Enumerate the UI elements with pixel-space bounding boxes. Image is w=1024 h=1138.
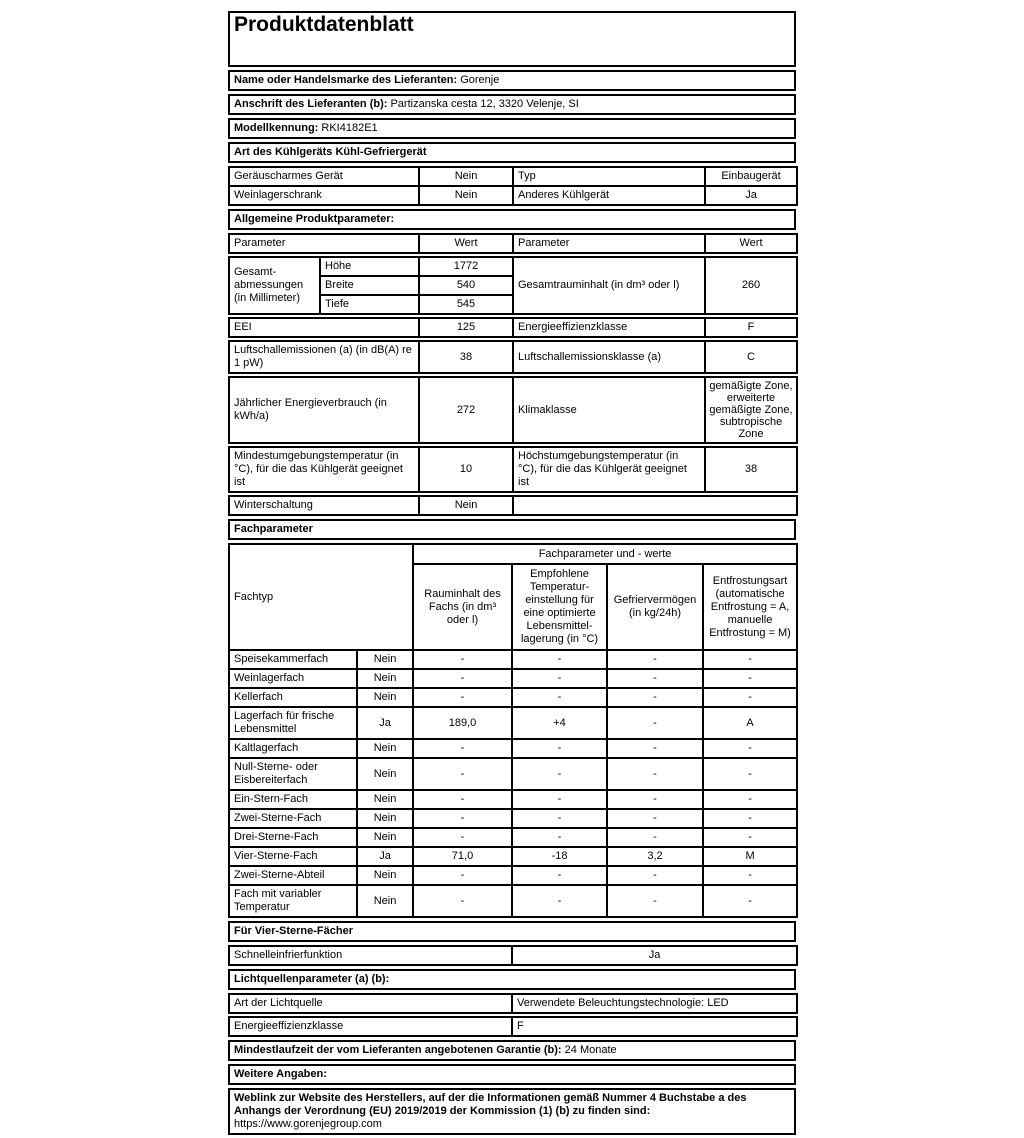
column-header: Wert	[705, 234, 797, 253]
fach-defrost: -	[703, 688, 797, 707]
dimension-name: Tiefe	[320, 295, 419, 314]
supplier-address-cell	[229, 95, 795, 114]
fach-defrost: -	[703, 669, 797, 688]
fach-volume: -	[413, 669, 512, 688]
param-label: Energieeffizienzklasse	[229, 1017, 512, 1036]
param-value: Nein	[419, 186, 513, 205]
light-source-row	[228, 993, 798, 1014]
param-label: Schnelleinfrierfunktion	[229, 946, 512, 965]
weblink-label: Weblink zur Website des Herstellers, auf der die Informationen gemäß Nummer 4 Buchstabe a des Anhangs der Verordnung (EU) 2019/2019 der Kommission (1) (b) zu finden sind:	[234, 1092, 747, 1117]
energy-row	[228, 376, 798, 444]
fach-defrost: -	[703, 758, 797, 790]
model-cell	[229, 119, 795, 138]
fach-freeze: -	[607, 828, 703, 847]
section-light-title: Lichtquellenparameter (a) (b):	[229, 970, 795, 989]
supplier-address-row	[228, 94, 796, 115]
fach-present: Nein	[357, 866, 413, 885]
fach-defrost: -	[703, 650, 797, 669]
fach-label: Kaltlagerfach	[229, 739, 357, 758]
fach-temp: -	[512, 885, 607, 917]
column-header: Empfohlene Temperatur-einstellung für eine optimierte Lebensmittel-lagerung (in °C)	[512, 564, 607, 650]
fach-row-zwei-sterne-fach	[229, 809, 797, 828]
fach-defrost: M	[703, 847, 797, 866]
fach-label: Zwei-Sterne-Abteil	[229, 866, 357, 885]
fach-volume: -	[413, 866, 512, 885]
supplier-address-label: Anschrift des Lieferanten (b):	[234, 98, 388, 110]
fach-present: Nein	[357, 739, 413, 758]
param-label: EEI	[229, 318, 419, 337]
supplier-address-value: Partizanska cesta 12, 3320 Velenje, SI	[390, 98, 579, 110]
table-row	[229, 186, 797, 205]
winter-row	[228, 495, 798, 516]
param-label: Mindestumgebungstemperatur (in °C), für die das Kühlgerät geeignet ist	[229, 447, 419, 492]
param-value: 272	[419, 377, 513, 443]
fach-volume: -	[413, 809, 512, 828]
fach-label: Drei-Sterne-Fach	[229, 828, 357, 847]
table-row	[229, 946, 797, 965]
fach-label: Speisekammerfach	[229, 650, 357, 669]
section-fach-title: Fachparameter	[229, 520, 795, 539]
fach-freeze: -	[607, 866, 703, 885]
fach-row-drei-sterne-fach	[229, 828, 797, 847]
fach-volume: -	[413, 688, 512, 707]
section-four-star-title: Für Vier-Sterne-Fächer	[229, 922, 795, 941]
fach-freeze: 3,2	[607, 847, 703, 866]
appliance-type-row	[228, 142, 796, 163]
supplier-name-value: Gorenje	[460, 74, 500, 86]
fach-label: Fach mit variabler Temperatur	[229, 885, 357, 917]
param-value: 38	[705, 447, 797, 492]
fach-freeze: -	[607, 739, 703, 758]
appliance-type-value: Kühl-Gefriergerät	[335, 146, 427, 158]
dimension-name: Breite	[320, 276, 419, 295]
param-value: C	[705, 341, 797, 373]
warranty-value: 24 Monate	[564, 1044, 617, 1056]
table-row	[229, 377, 797, 443]
fach-volume: 71,0	[413, 847, 512, 866]
eei-row	[228, 317, 798, 338]
fach-present: Ja	[357, 707, 413, 739]
fach-label: Ein-Stern-Fach	[229, 790, 357, 809]
fach-row-speisekammerfach	[229, 650, 797, 669]
fach-temp: -	[512, 688, 607, 707]
param-label: Energieeffizienzklasse	[513, 318, 705, 337]
section-more	[228, 1064, 796, 1085]
fach-row-weinlagerfach	[229, 669, 797, 688]
fach-temp: -	[512, 828, 607, 847]
section-four-star	[228, 921, 796, 942]
supplier-name-label: Name oder Handelsmarke des Lieferanten:	[234, 74, 458, 86]
fach-temp: -	[512, 790, 607, 809]
fach-freeze: -	[607, 809, 703, 828]
param-value: Verwendete Beleuchtungstechnologie: LED	[512, 994, 797, 1013]
warranty-label: Mindestlaufzeit der vom Lieferanten angebotenen Garantie (b):	[234, 1044, 562, 1056]
fach-corner-header: Fachtyp	[229, 544, 413, 650]
fach-freeze: -	[607, 650, 703, 669]
fach-label: Vier-Sterne-Fach	[229, 847, 357, 866]
fach-present: Nein	[357, 809, 413, 828]
title-box	[228, 11, 796, 67]
fach-volume: -	[413, 790, 512, 809]
fach-volume: 189,0	[413, 707, 512, 739]
fast-freeze-row	[228, 945, 798, 966]
param-label: Luftschallemissionsklasse (a)	[513, 341, 705, 373]
warranty-cell	[229, 1041, 795, 1060]
fach-label: Zwei-Sterne-Fach	[229, 809, 357, 828]
model-label: Modellkennung:	[234, 122, 319, 134]
fach-present: Nein	[357, 790, 413, 809]
fach-defrost: -	[703, 790, 797, 809]
fach-group-header: Fachparameter und - werte	[413, 544, 797, 564]
section-fach	[228, 519, 796, 540]
dimension-value: 545	[419, 295, 513, 314]
param-label: Luftschallemissionen (a) (in dB(A) re 1 pW)	[229, 341, 419, 373]
table-row	[229, 341, 797, 373]
product-datasheet	[228, 11, 796, 1138]
fach-row-lagerfach-frische	[229, 707, 797, 739]
section-light	[228, 969, 796, 990]
fach-label: Weinlagerfach	[229, 669, 357, 688]
column-header: Entfrostungsart (automatische Entfrostung = A, manuelle Entfrostung = M)	[703, 564, 797, 650]
table-row	[229, 496, 797, 515]
appliance-type-label: Art des Kühlgeräts	[234, 146, 333, 158]
fach-present: Nein	[357, 688, 413, 707]
supplier-name-row	[228, 70, 796, 91]
table-row	[229, 257, 797, 276]
fach-defrost: -	[703, 828, 797, 847]
compartment-table	[228, 543, 798, 918]
param-label: Jährlicher Energieverbrauch (in kWh/a)	[229, 377, 419, 443]
fach-freeze: -	[607, 707, 703, 739]
param-value: 10	[419, 447, 513, 492]
empty-cell	[513, 496, 797, 515]
fach-present: Ja	[357, 847, 413, 866]
fach-row-zwei-sterne-abteil	[229, 866, 797, 885]
weblink-url: https://www.gorenjegroup.com	[234, 1118, 382, 1130]
param-value: Nein	[419, 167, 513, 186]
fach-defrost: -	[703, 809, 797, 828]
warranty-row	[228, 1040, 796, 1061]
fach-defrost: -	[703, 866, 797, 885]
fach-temp: -18	[512, 847, 607, 866]
fach-volume: -	[413, 828, 512, 847]
fach-volume: -	[413, 650, 512, 669]
fach-temp: -	[512, 809, 607, 828]
dimensions-label: Gesamt-abmessungen (in Millimeter)	[229, 257, 320, 314]
table-row	[229, 234, 797, 253]
fach-row-kaltlagerfach	[229, 739, 797, 758]
fach-defrost: A	[703, 707, 797, 739]
param-label: Geräuscharmes Gerät	[229, 167, 419, 186]
param-value: 125	[419, 318, 513, 337]
section-general-title: Allgemeine Produktparameter:	[229, 210, 795, 229]
dimension-name: Höhe	[320, 257, 419, 276]
fach-present: Nein	[357, 828, 413, 847]
appliance-type-cell	[229, 143, 795, 162]
fach-volume: -	[413, 885, 512, 917]
fach-row-ein-stern	[229, 790, 797, 809]
fach-row-kellerfach	[229, 688, 797, 707]
param-label: Typ	[513, 167, 705, 186]
weblink-cell	[229, 1089, 795, 1134]
light-class-row	[228, 1016, 798, 1037]
dimensions-table	[228, 256, 798, 315]
type-table	[228, 166, 798, 206]
temperature-row	[228, 446, 798, 493]
param-value: Ja	[512, 946, 797, 965]
param-label: Winterschaltung	[229, 496, 419, 515]
fach-freeze: -	[607, 758, 703, 790]
column-header: Rauminhalt des Fachs (in dm³ oder l)	[413, 564, 512, 650]
dimension-value: 540	[419, 276, 513, 295]
total-volume-value: 260	[705, 257, 797, 314]
param-label: Höchstumgebungstemperatur (in °C), für die das Kühlgerät geeignet ist	[513, 447, 705, 492]
param-value: F	[512, 1017, 797, 1036]
section-general	[228, 209, 796, 230]
column-header: Wert	[419, 234, 513, 253]
fach-temp: +4	[512, 707, 607, 739]
fach-row-vier-sterne-fach	[229, 847, 797, 866]
param-value: Ja	[705, 186, 797, 205]
param-header-row	[228, 233, 798, 254]
fach-temp: -	[512, 758, 607, 790]
fach-row-variable-temperatur	[229, 885, 797, 917]
model-value: RKI4182E1	[321, 122, 378, 134]
fach-temp: -	[512, 866, 607, 885]
fach-volume: -	[413, 758, 512, 790]
param-value: Nein	[419, 496, 513, 515]
fach-temp: -	[512, 739, 607, 758]
dimension-value: 1772	[419, 257, 513, 276]
page-title: Produktdatenblatt	[229, 12, 795, 66]
fach-freeze: -	[607, 885, 703, 917]
column-header: Parameter	[513, 234, 705, 253]
section-more-title: Weitere Angaben:	[229, 1065, 795, 1084]
fach-defrost: -	[703, 739, 797, 758]
model-row	[228, 118, 796, 139]
noise-row	[228, 340, 798, 374]
weblink-row	[228, 1088, 796, 1135]
fach-label: Kellerfach	[229, 688, 357, 707]
fach-volume: -	[413, 739, 512, 758]
table-row	[229, 1017, 797, 1036]
total-volume-label: Gesamtrauminhalt (in dm³ oder l)	[513, 257, 705, 314]
fach-temp: -	[512, 669, 607, 688]
table-row	[229, 167, 797, 186]
param-value: gemäßigte Zone, erweiterte gemäßigte Zone, subtropische Zone	[705, 377, 797, 443]
fach-present: Nein	[357, 885, 413, 917]
param-label: Art der Lichtquelle	[229, 994, 512, 1013]
param-label: Anderes Kühlgerät	[513, 186, 705, 205]
table-row	[229, 994, 797, 1013]
table-row	[229, 447, 797, 492]
fach-label: Lagerfach für frische Lebensmittel	[229, 707, 357, 739]
column-header: Gefriervermögen (in kg/24h)	[607, 564, 703, 650]
fach-temp: -	[512, 650, 607, 669]
supplier-name-cell	[229, 71, 795, 90]
fach-row-null-sterne	[229, 758, 797, 790]
param-label: Klimaklasse	[513, 377, 705, 443]
fach-present: Nein	[357, 669, 413, 688]
fach-freeze: -	[607, 669, 703, 688]
fach-present: Nein	[357, 650, 413, 669]
param-value: 38	[419, 341, 513, 373]
fach-label: Null-Sterne- oder Eisbereiterfach	[229, 758, 357, 790]
column-header: Parameter	[229, 234, 419, 253]
param-value: Einbaugerät	[705, 167, 797, 186]
fach-freeze: -	[607, 688, 703, 707]
fach-freeze: -	[607, 790, 703, 809]
param-value: F	[705, 318, 797, 337]
table-row	[229, 544, 797, 564]
fach-defrost: -	[703, 885, 797, 917]
param-label: Weinlagerschrank	[229, 186, 419, 205]
fach-present: Nein	[357, 758, 413, 790]
table-row	[229, 318, 797, 337]
